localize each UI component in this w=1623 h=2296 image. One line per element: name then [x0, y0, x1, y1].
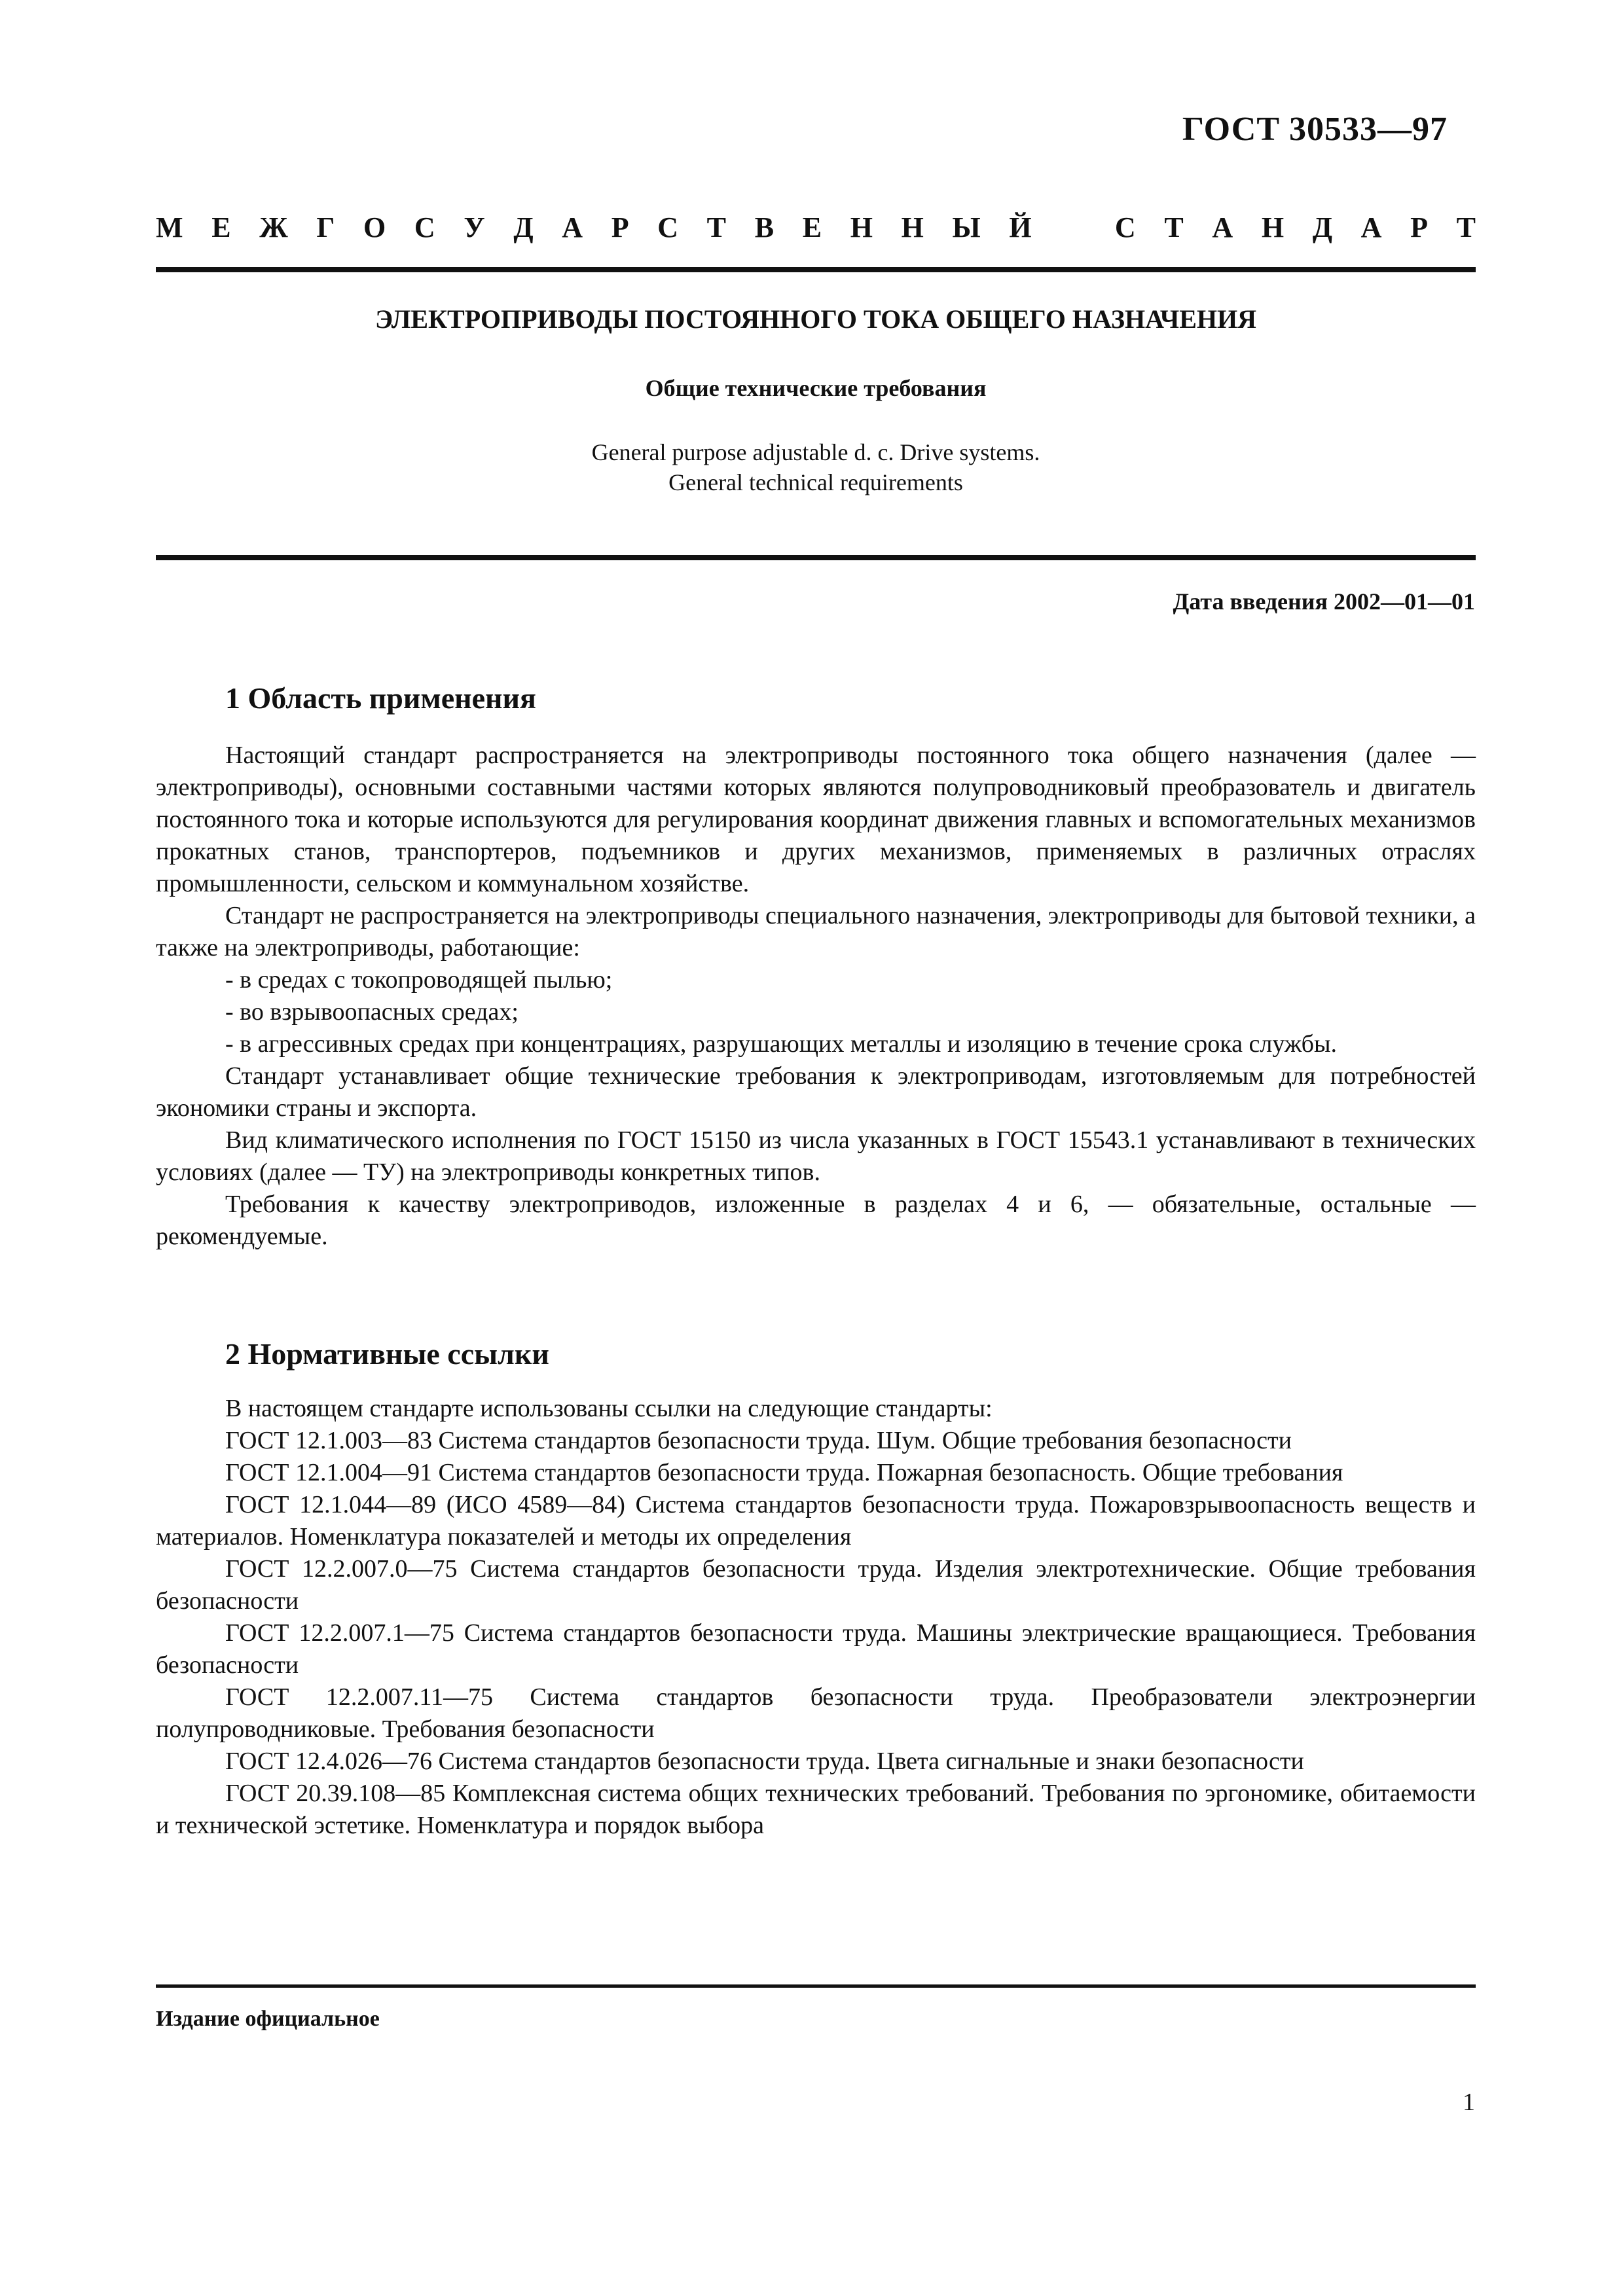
- banner-letter: Т: [706, 211, 727, 243]
- banner-letter: Д: [1312, 211, 1332, 243]
- header-divider: [156, 267, 1476, 272]
- banner-letter: Р: [1410, 211, 1428, 243]
- title-divider: [156, 555, 1476, 560]
- banner-letter: Т: [1456, 211, 1476, 243]
- reference-item: ГОСТ 20.39.108—85 Комплексная система общих технических требований. Требования по эргономике, обитаемости и технической эстетике. Номенклатура и порядок выбора: [156, 1780, 1476, 1839]
- paragraph: Требования к качеству электроприводов, изложенные в разделах 4 и 6, — обязательные, остальные — рекомендуемые.: [156, 1191, 1476, 1250]
- english-title-line-2: General technical requirements: [668, 469, 963, 495]
- reference-item: ГОСТ 12.1.003—83 Система стандартов безопасности труда. Шум. Общие требования безопасности: [225, 1427, 1292, 1454]
- reference-item: ГОСТ 12.2.007.0—75 Система стандартов безопасности труда. Изделия электротехнические. Общие требования безопасности: [156, 1555, 1476, 1615]
- banner-letter: Ы: [952, 211, 981, 243]
- banner-letter: Н: [901, 211, 924, 243]
- banner-letter: Й: [1009, 211, 1032, 243]
- banner-letter: А: [1212, 211, 1233, 243]
- banner-letter: Р: [611, 211, 629, 243]
- list-item: - во взрывоопасных средах;: [225, 998, 519, 1026]
- reference-item: ГОСТ 12.2.007.11—75 Система стандартов безопасности труда. Преобразователи электроэнергии полупроводниковые. Требования безопасности: [156, 1683, 1476, 1743]
- banner-letter: Д: [513, 211, 534, 243]
- banner-letter: А: [562, 211, 583, 243]
- banner-letter: Т: [1164, 211, 1184, 243]
- banner-letter: Н: [850, 211, 873, 243]
- document-number: ГОСТ 30533—97: [1182, 111, 1448, 148]
- official-edition-label: Издание официальное: [156, 2007, 380, 2031]
- page-number: 1: [1463, 2089, 1475, 2116]
- paragraph: Стандарт устанавливает общие технические требования к электроприводам, изготовляемым для потребностей экономики страны и экспорта.: [156, 1062, 1476, 1122]
- banner-letter: Е: [802, 211, 822, 243]
- paragraph: Стандарт не распространяется на электроприводы специального назначения, электроприводы для бытовой техники, а также на электроприводы, работающие:: [156, 902, 1476, 961]
- list-item: - в агрессивных средах при концентрациях, разрушающих металлы и изоляцию в течение срока службы.: [225, 1030, 1337, 1058]
- paragraph: В настоящем стандарте использованы ссылки на следующие стандарты:: [225, 1395, 993, 1422]
- banner-letter: Г: [316, 211, 335, 243]
- banner-letter: В: [754, 211, 775, 243]
- footer-divider: [156, 1984, 1476, 1988]
- document-title: ЭЛЕКТРОПРИВОДЫ ПОСТОЯННОГО ТОКА ОБЩЕГО НАЗНАЧЕНИЯ: [374, 304, 1257, 334]
- banner-letter: М: [156, 211, 183, 243]
- banner-letter: У: [464, 211, 485, 243]
- section-1-body: [156, 740, 1476, 1253]
- reference-item: ГОСТ 12.4.026—76 Система стандартов безопасности труда. Цвета сигнальные и знаки безопасности: [225, 1748, 1304, 1775]
- english-title: [156, 437, 1476, 497]
- document-subtitle: Общие технические требования: [645, 375, 987, 401]
- banner-letter: С: [657, 211, 679, 243]
- reference-item: ГОСТ 12.1.044—89 (ИСО 4589—84) Система стандартов безопасности труда. Пожаровзрывоопасность веществ и материалов. Номенклатура показателей и методы их определения: [156, 1491, 1476, 1551]
- banner-letter: С: [1114, 211, 1136, 243]
- section-1-heading: 1 Область применения: [225, 681, 536, 715]
- banner-letter: Н: [1261, 211, 1285, 243]
- introduction-date: Дата введения 2002—01—01: [1173, 588, 1475, 615]
- banner-gap: [1060, 211, 1086, 244]
- section-2-body: [156, 1393, 1476, 1842]
- section-2-heading: 2 Нормативные ссылки: [225, 1337, 549, 1371]
- reference-item: ГОСТ 12.1.004—91 Система стандартов безопасности труда. Пожарная безопасность. Общие требования: [225, 1459, 1343, 1486]
- paragraph: Настоящий стандарт распространяется на электроприводы постоянного тока общего назначения (далее — электроприводы), основными составными частями которых являются полупроводниковый преобразователь и двигатель постоянного тока и которые используются для регулирования координат движения главных и вспомогательных механизмов прокатных станов, транспортеров, подъемников и других механизмов, применяемых в различных отраслях промышленности, сельском и коммунальном хозяйстве.: [156, 742, 1476, 897]
- banner-letter: Ж: [259, 211, 288, 243]
- banner-letter: С: [414, 211, 435, 243]
- banner-letter: А: [1360, 211, 1382, 243]
- paragraph: Вид климатического исполнения по ГОСТ 15150 из числа указанных в ГОСТ 15543.1 устанавливают в технических условиях (далее — ТУ) на электроприводы конкретных типов.: [156, 1126, 1476, 1186]
- standard-type-banner: [156, 211, 1476, 244]
- banner-letter: О: [363, 211, 386, 243]
- reference-item: ГОСТ 12.2.007.1—75 Система стандартов безопасности труда. Машины электрические вращающиеся. Требования безопасности: [156, 1619, 1476, 1679]
- list-item: - в средах с токопроводящей пылью;: [225, 966, 613, 994]
- banner-letter: Е: [211, 211, 231, 243]
- english-title-line-1: General purpose adjustable d. c. Drive systems.: [591, 439, 1040, 465]
